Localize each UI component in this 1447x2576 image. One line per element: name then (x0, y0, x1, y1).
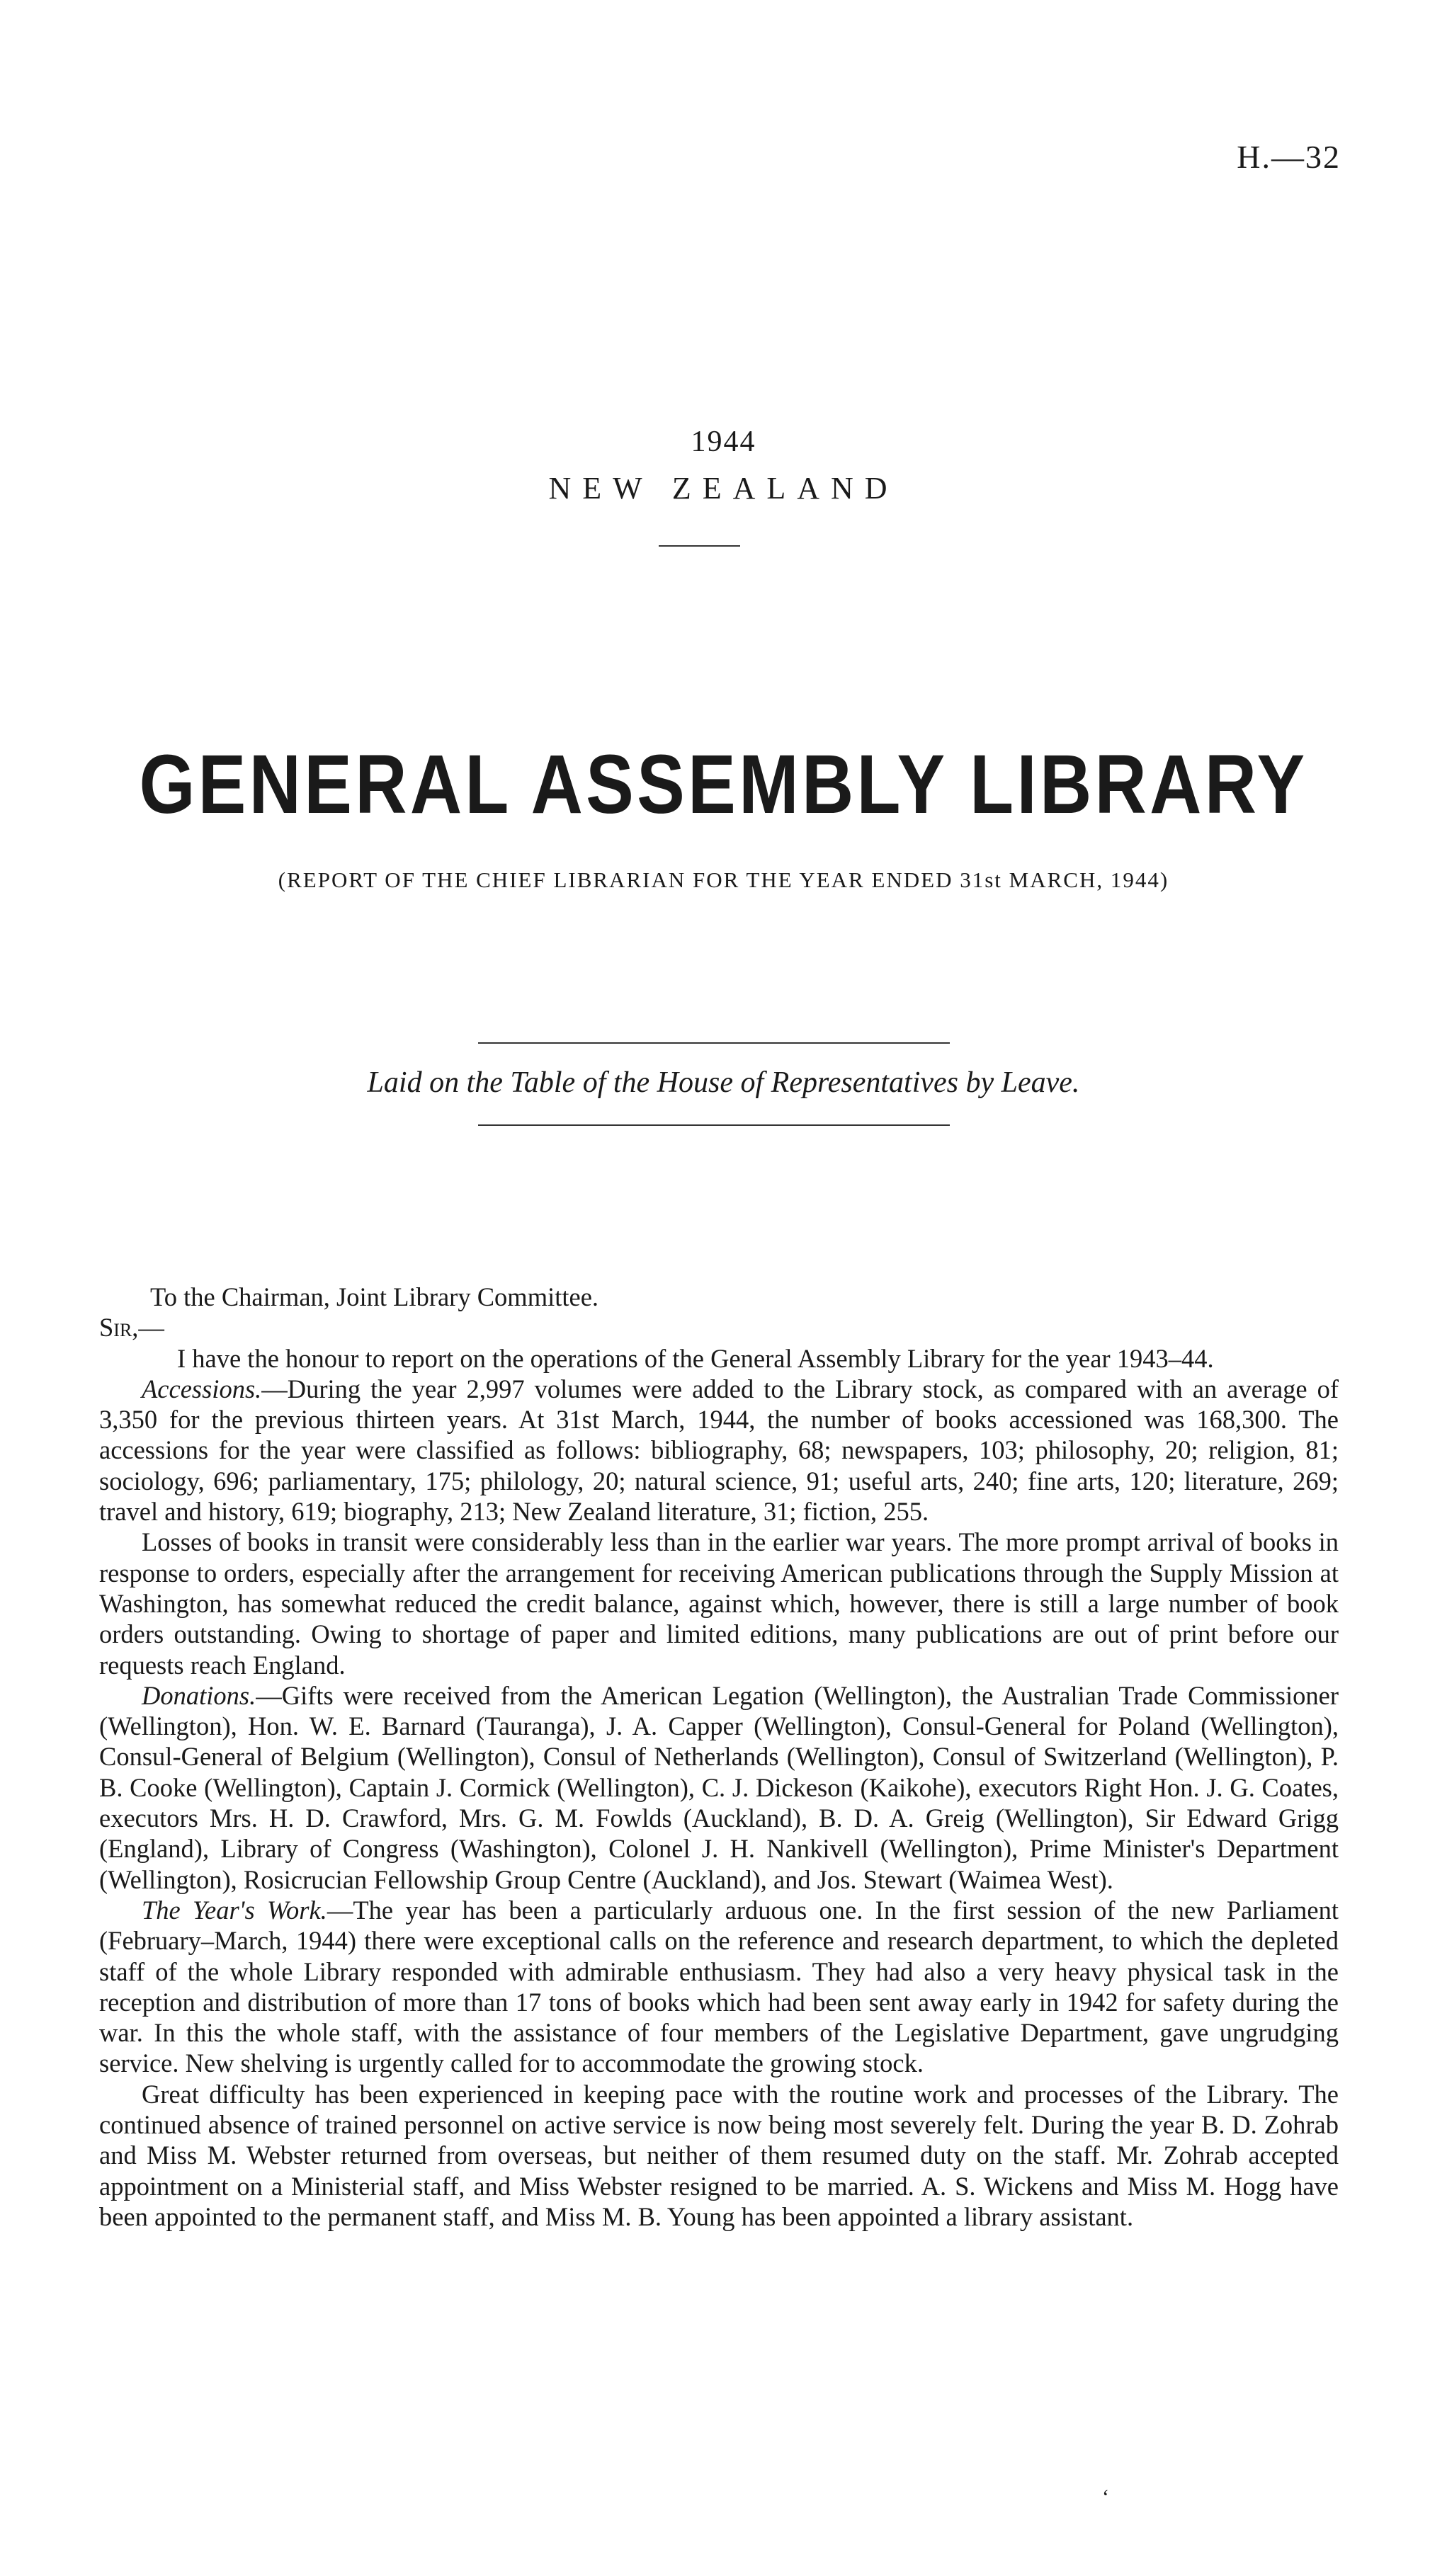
opening-paragraph: I have the honour to report on the operations of the General Assembly Library for the year 1943–44. (177, 1343, 1214, 1373)
country-heading: NEW ZEALAND (548, 471, 899, 506)
donations-text: —Gifts were received from the American Legation (Wellington), the Australian Trade Commissioner (Wellington), Hon. W. E. Barnard (Tauranga), J. A. Capper (Wellington), Consul-General for Poland (Wellington), Consul-General of Belgium (Wellington), Consul of Netherlands (Wellington), Consul of Switzerland (Wellington), P. B. Cooke (Wellington), Captain J. Cormick (Wellington), C. J. Dickeson (Kaikohe), executors Right Hon. J. G. Coates, executors Mrs. H. D. Crawford, Mrs. G. M. Fowlds (Auckland), B. D. A. Greig (Wellington), Sir Edward Grigg (England), Library of Congress (Washington), Colonel J. H. Nankivell (Wellington), Prime Minister's Department (Wellington), Rosicrucian Fellowship Group Centre (Auckland), and Jos. Stewart (Waimea West). (99, 1680, 1339, 1894)
page-subtitle: (REPORT OF THE CHIEF LIBRARIAN FOR THE YEAR ENDED 31st MARCH, 1944) (278, 867, 1169, 892)
laid-on-table-line: Laid on the Table of the House of Representatives by Leave. (367, 1066, 1080, 1099)
divider-short (659, 545, 740, 547)
donations-heading: Donations. (142, 1680, 256, 1710)
letter-body (99, 1282, 1339, 2232)
footer-mark: ʻ (1102, 2485, 1109, 2509)
divider-bottom (478, 1124, 950, 1126)
years-work-text: —The year has been a particularly arduous one. In the first session of the new Parliament (February–March, 1944) there were exceptional calls on the reference and research department, to which the depleted staff of the whole Library responded with admirable enthusiasm. They had also a very heavy physical task in the reception and distribution of more than 17 tons of books which had been sent away early in 1942 for safety during the war. In this the whole staff, with the assistance of four members of the Legislative Department, gave ungrudging service. New shelving is urgently called for to accommodate the growing stock. (99, 1895, 1339, 2078)
divider-top (478, 1042, 950, 1044)
accessions-paragraph (99, 1374, 1339, 1527)
losses-paragraph: Losses of books in transit were considerably less than in the earlier war years. The more prompt arrival of books in response to orders, especially after the arrangement for receiving American publications through the Supply Mission at Washington, has somewhat reduced the credit balance, against which, however, there is still a large number of book orders outstanding. Owing to shortage of paper and limited editions, many publications are out of print before our requests reach England. (99, 1527, 1339, 1680)
addressee: To the Chairman, Joint Library Committee. (150, 1282, 599, 1311)
accessions-heading: Accessions. (142, 1374, 262, 1403)
years-work-heading: The Year's Work. (142, 1895, 327, 1925)
report-year: 1944 (691, 426, 756, 458)
accessions-text: —During the year 2,997 volumes were added to the Library stock, as compared with an average of 3,350 for the previous thirteen years. At 31st March, 1944, the number of books accessioned was 168,300. The accessions for the year were classified as follows: bibliography, 68; newspapers, 103; philosophy, 20; religion, 81; sociology, 696; parliamentary, 175; philology, 20; natural science, 91; useful arts, 240; fine arts, 120; literature, 269; travel and history, 619; biography, 213; New Zealand literature, 31; fiction, 255. (99, 1374, 1339, 1527)
page-number: H.—32 (1237, 139, 1341, 175)
years-work-paragraph (99, 1895, 1339, 2079)
donations-paragraph (99, 1680, 1339, 1895)
difficulty-paragraph: Great difficulty has been experienced in keeping pace with the routine work and processes of the Library. The continued absence of trained personnel on active service is now being most severely felt. During the year B. D. Zohrab and Miss M. Webster returned from overseas, but neither of them resumed duty on the staff. Mr. Zohrab accepted appointment on a Ministerial staff, and Miss Webster resigned to be married. A. S. Wickens and Miss M. Hogg have been appointed to the permanent staff, and Miss M. B. Young has been appointed a library assistant. (99, 2079, 1339, 2231)
salutation: Sir,— (99, 1313, 164, 1343)
page-title: GENERAL ASSEMBLY LIBRARY (139, 738, 1308, 831)
